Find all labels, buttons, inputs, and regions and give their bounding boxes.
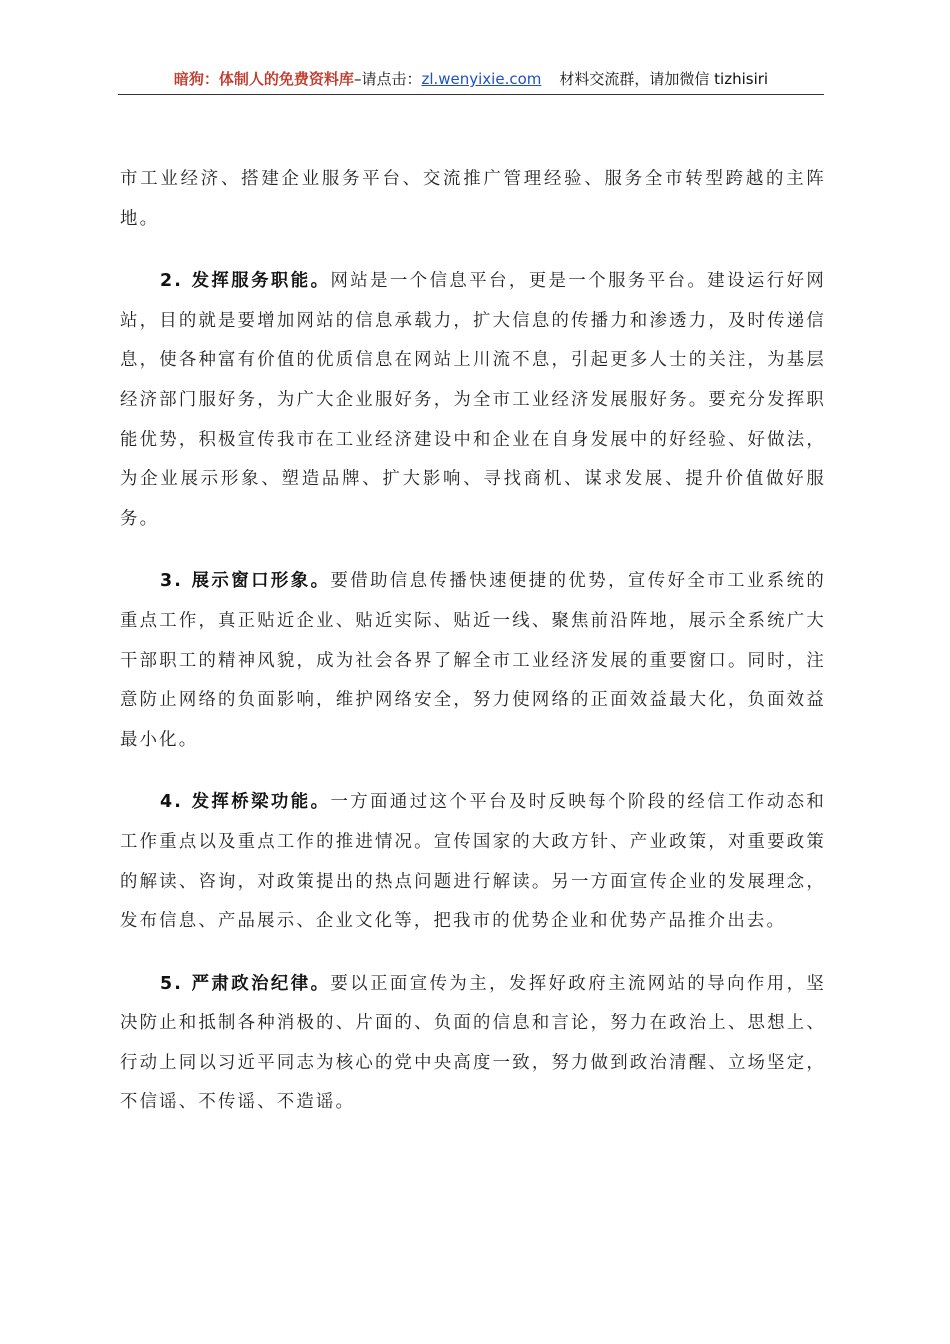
paragraph-window-image <box>120 562 826 760</box>
paragraph-heading: 4. 发挥桥梁功能。 <box>160 792 331 813</box>
paragraph-bridge-function <box>120 783 826 941</box>
header-click-prompt: –请点击： <box>353 70 422 88</box>
header-wechat-note: 材料交流群，请加微信 tizhisiri <box>559 70 769 88</box>
paragraph-service-function <box>120 262 826 539</box>
paragraph-heading: 3. 展示窗口形象。 <box>160 571 331 592</box>
paragraph-body: 要借助信息传播快速便捷的优势，宣传好全市工业系统的重点工作，真正贴近企业、贴近实际、贴近一线、聚焦前沿阵地，展示全系统广大干部职工的精神风貌，成为社会各界了解全市工业经济发展的重要窗口。同时，注意防止网络的负面影响，维护网络安全，努力使网络的正面效益最大化，负面效益最小化。 <box>120 571 826 750</box>
paragraph-heading: 2. 发挥服务职能。 <box>160 271 331 292</box>
paragraph-body: 市工业经济、搭建企业服务平台、交流推广管理经验、服务全市转型跨越的主阵地。 <box>120 169 826 229</box>
paragraph-continued <box>120 160 826 239</box>
paragraph-body: 一方面通过这个平台及时反映每个阶段的经信工作动态和工作重点以及重点工作的推进情况。宣传国家的大政方针、产业政策，对重要政策的解读、咨询，对政策提出的热点问题进行解读。另一方面宣传企业的发展理念，发布信息、产品展示、企业文化等，把我市的优势企业和优势产品推介出去。 <box>120 792 826 932</box>
document-body <box>120 160 826 1146</box>
paragraph-political-discipline <box>120 965 826 1123</box>
paragraph-body: 网站是一个信息平台，更是一个服务平台。建设运行好网站，目的就是要增加网站的信息承载力，扩大信息的传播力和渗透力，及时传递信息，使各种富有价值的优质信息在网站上川流不息，引起更多人士的关注，为基层经济部门服好务，为广大企业服好务，为全市工业经济发展服好务。要充分发挥职能优势，积极宣传我市在工业经济建设中和企业在自身发展中的好经验、好做法，为企业展示形象、塑造品牌、扩大影响、寻找商机、谋求发展、提升价值做好服务。 <box>120 271 826 529</box>
page-header <box>118 66 824 95</box>
header-site-link[interactable]: zl.wenyixie.com <box>421 70 542 88</box>
paragraph-heading: 5. 严肃政治纪律。 <box>160 973 331 994</box>
paragraph-body: 要以正面宣传为主，发挥好政府主流网站的导向作用，坚决防止和抵制各种消极的、片面的、负面的信息和言论，努力在政治上、思想上、行动上同以习近平同志为核心的党中央高度一致，努力做到政治清醒、立场坚定，不信谣、不传谣、不造谣。 <box>120 973 826 1113</box>
header-site-name: 暗狗：体制人的免费资料库 <box>173 70 354 88</box>
